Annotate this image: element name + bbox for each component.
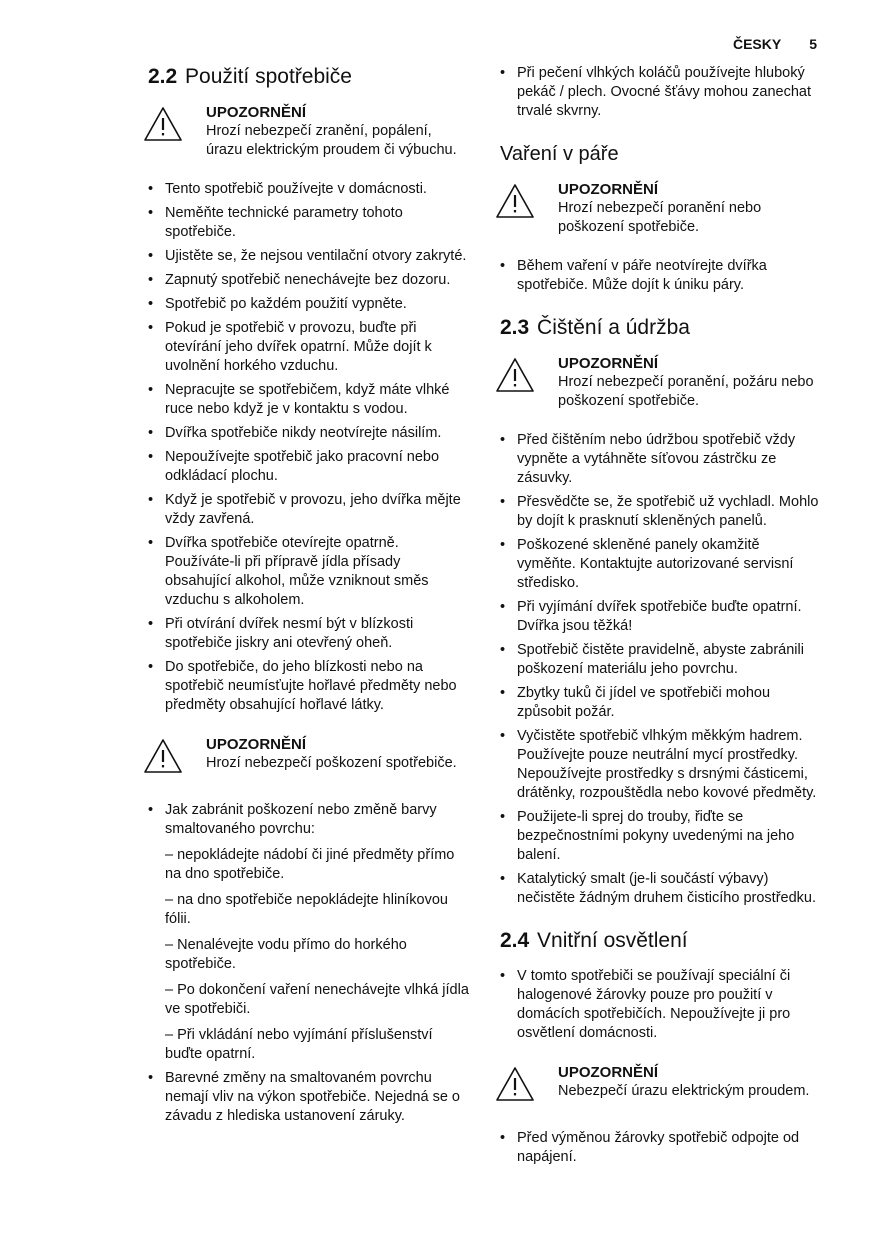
list-item: • Barevné změny na smaltovaném povrchu nemají vliv na výkon spotřebiče. Nejedná se o závadu z hlediska ustanovení záruky. (148, 1069, 470, 1126)
list-item: • Při otvírání dvířek nesmí být v blízkosti spotřebiče jiskry ani otevřený oheň. (148, 615, 470, 653)
warning-block (500, 1063, 820, 1109)
section-number: 2.2 (148, 65, 178, 88)
warning-text: Hrozí nebezpečí poškození spotřebiče. (206, 755, 457, 771)
warning-triangle-icon (495, 183, 535, 219)
list-item: • Zapnutý spotřebič nenechávejte bez dozoru. (148, 271, 470, 290)
list-item: • Při vyjímání dvířek spotřebiče buďte opatrní. Dvířka jsou těžká! (500, 598, 820, 636)
section-heading-2-2 (148, 64, 470, 90)
warning-title: UPOZORNĚNÍ (558, 355, 659, 372)
sub-item: – na dno spotřebiče nepokládejte hliníkovou fólii. (165, 892, 448, 927)
list-item (148, 801, 470, 1064)
list-item: • Použijete-li sprej do trouby, řiďte se bezpečnostními pokyny uvedenými na jeho balení. (500, 808, 820, 865)
bullet-list (148, 801, 470, 1126)
list-item: • Poškozené skleněné panely okamžitě vyměňte. Kontaktujte autorizované servisní středisko. (500, 536, 820, 593)
section-title: Vnitřní osvětlení (537, 929, 688, 952)
list-item: • Pokud je spotřebič v provozu, buďte při otevírání jeho dvířek opatrní. Může dojít k uvolnění horkého vzduchu. (148, 319, 470, 376)
sub-item: – Po dokončení vaření nenechávejte vlhká jídla ve spotřebiči. (165, 982, 469, 1017)
warning-triangle-icon (495, 1066, 535, 1102)
list-item: • Před čištěním nebo údržbou spotřebič vždy vypněte a vytáhněte síťovou zástrčku ze zásuvky. (500, 431, 820, 488)
list-item: • Nepoužívejte spotřebič jako pracovní nebo odkládací plochu. (148, 448, 470, 486)
page-header (733, 36, 817, 52)
list-item: • Katalytický smalt (je-li součástí výbavy) nečistěte žádným druhem čisticího prostředku. (500, 870, 820, 908)
section-heading-2-3 (500, 315, 820, 341)
bullet-list (500, 431, 820, 908)
language-label: ČESKY (732, 36, 782, 52)
bullet-list (500, 967, 820, 1043)
bullet-list (500, 257, 820, 295)
section-title: Čištění a údržba (537, 316, 690, 339)
warning-text: Hrozí nebezpečí poranění nebo poškození spotřebiče. (558, 200, 762, 235)
sub-item: – Nenalévejte vodu přímo do horkého spotřebiče. (165, 937, 407, 972)
sub-item: – Při vkládání nebo vyjímání příslušenství buďte opatrní. (165, 1027, 433, 1062)
warning-triangle-icon (495, 357, 535, 393)
list-item: • Tento spotřebič používejte v domácnosti. (148, 180, 470, 199)
warning-block (148, 735, 470, 781)
list-item: • Přesvědčte se, že spotřebič už vychladl. Mohlo by dojít k prasknutí skleněných panelů. (500, 493, 820, 531)
warning-block (148, 103, 470, 160)
bullet-list (148, 180, 470, 715)
list-item: • Během vaření v páře neotvírejte dvířka spotřebiče. Může dojít k úniku páry. (500, 257, 820, 295)
list-item-text: • Jak zabránit poškození nebo změně barvy smaltovaného povrchu: (165, 802, 437, 837)
list-item: • Před výměnou žárovky spotřebič odpojte od napájení. (500, 1129, 820, 1167)
section-number: 2.3 (500, 316, 530, 339)
list-item: • Vyčistěte spotřebič vlhkým měkkým hadrem. Používejte pouze neutrální mycí prostředky. Nepoužívejte prostředky s drsnými částicemi, drátěnky, rozpouštědla nebo kovové předměty. (500, 727, 820, 803)
warning-text: Hrozí nebezpečí zranění, popálení, úrazu elektrickým proudem či výbuchu. (206, 123, 457, 158)
list-item: • Dvířka spotřebiče nikdy neotvírejte násilím. (148, 424, 470, 443)
section-heading-2-4 (500, 928, 820, 954)
left-column (148, 64, 470, 1146)
warning-triangle-icon (143, 106, 183, 142)
warning-text: Hrozí nebezpečí poranění, požáru nebo poškození spotřebiče. (558, 374, 814, 409)
list-item: • Spotřebič po každém použití vypněte. (148, 295, 470, 314)
list-item: • Když je spotřebič v provozu, jeho dvířka mějte vždy zavřená. (148, 491, 470, 529)
page-number: 5 (809, 36, 817, 52)
list-item: • Nepracujte se spotřebičem, když máte vlhké ruce nebo když je v kontaktu s vodou. (148, 381, 470, 419)
list-item: • Neměňte technické parametry tohoto spotřebiče. (148, 204, 470, 242)
list-item: • Dvířka spotřebiče otevírejte opatrně. Používáte-li při přípravě jídla přísady obsahující alkohol, může vzniknout směs vzduchu s alkoholem. (148, 534, 470, 610)
list-item: • V tomto spotřebiči se používají speciální či halogenové žárovky pouze pro použití v domácích spotřebičích. Nepoužívejte ji pro osvětlení domácnosti. (500, 967, 820, 1043)
subsection-heading-steam: Vaření v páře (500, 143, 619, 165)
list-item: • Při pečení vlhkých koláčů používejte hluboký pekáč / plech. Ovocné šťávy mohou zanechat trvalé skvrny. (500, 64, 820, 121)
section-number: 2.4 (500, 929, 530, 952)
section-title: Použití spotřebiče (185, 65, 352, 88)
warning-title: UPOZORNĚNÍ (206, 104, 307, 121)
warning-title: UPOZORNĚNÍ (558, 1064, 659, 1081)
bullet-list (500, 1129, 820, 1167)
warning-title: UPOZORNĚNÍ (558, 181, 659, 198)
sub-item: – nepokládejte nádobí či jiné předměty přímo na dno spotřebiče. (165, 847, 455, 882)
bullet-list (500, 64, 820, 121)
list-item: • Do spotřebiče, do jeho blízkosti nebo na spotřebič neumísťujte hořlavé předměty nebo předměty obsahující hořlavé látky. (148, 658, 470, 715)
warning-block (500, 354, 820, 411)
warning-triangle-icon (143, 738, 183, 774)
warning-text: Nebezpečí úrazu elektrickým proudem. (558, 1083, 810, 1099)
list-item: • Spotřebič čistěte pravidelně, abyste zabránili poškození materiálu jeho povrchu. (500, 641, 820, 679)
warning-block (500, 180, 820, 237)
list-item: • Zbytky tuků či jídel ve spotřebiči mohou způsobit požár. (500, 684, 820, 722)
list-item: • Ujistěte se, že nejsou ventilační otvory zakryté. (148, 247, 470, 266)
right-column (500, 64, 820, 1187)
warning-title: UPOZORNĚNÍ (206, 736, 307, 753)
